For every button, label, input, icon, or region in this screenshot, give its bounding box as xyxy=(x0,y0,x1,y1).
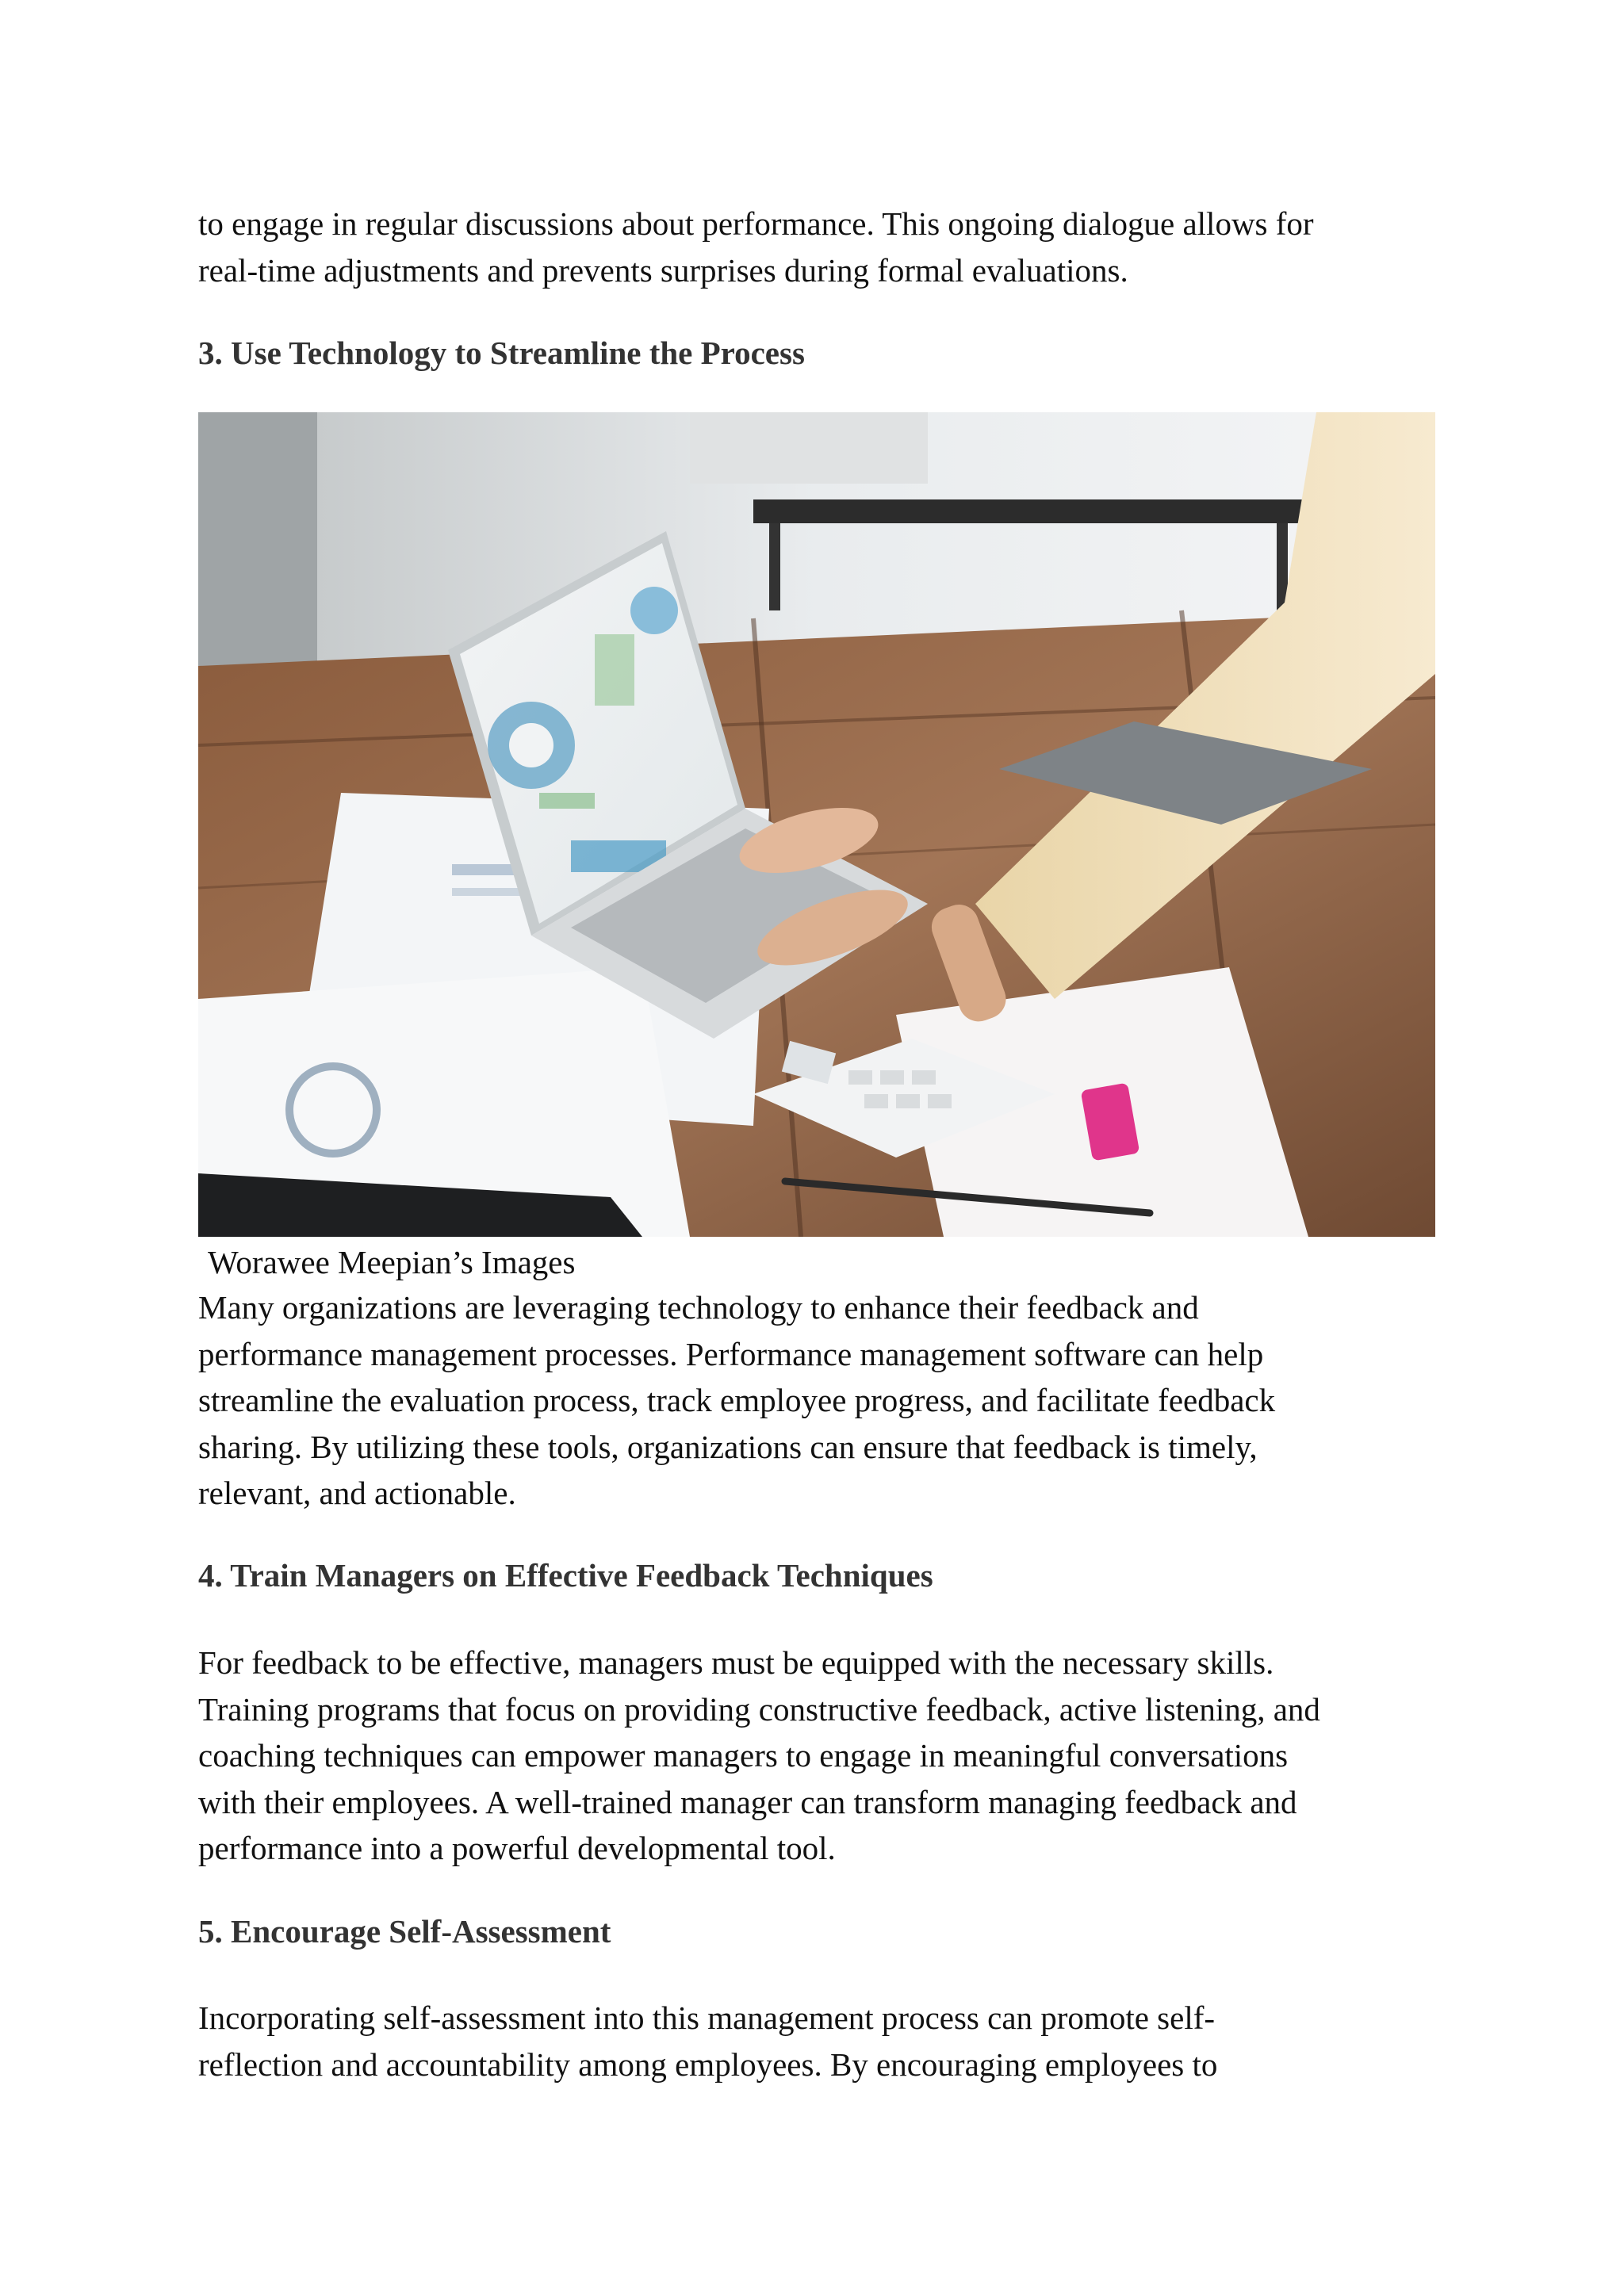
section-4-heading: 4. Train Managers on Effective Feedback Techniques xyxy=(198,1557,933,1594)
section-5-paragraph: Incorporating self-assessment into this management process can promote self- reflection and accountability among employees. By encouraging employees to xyxy=(198,1999,1218,2083)
laptop-dashboard-photo xyxy=(198,412,1435,1237)
section-3-paragraph: Many organizations are leveraging technology to enhance their feedback and performance management processes. Performance management software can help streamline the evaluation process, track employee progress, and facilitate feedback sharing. By utilizing these tools, organizations can ensure that feedback is timely, relevant, and actionable. xyxy=(198,1289,1276,1511)
section-4-paragraph: For feedback to be effective, managers must be equipped with the necessary skills. Training programs that focus on providing constructive feedback, active listening, and coaching techniques can empower managers to engage in meaningful conversations with their employees. A well-trained manager can transform managing feedback and performance into a powerful developmental tool. xyxy=(198,1644,1320,1866)
section-3-heading: 3. Use Technology to Streamline the Process xyxy=(198,335,805,371)
section-5-heading: 5. Encourage Self-Assessment xyxy=(198,1913,611,1950)
image-caption: Worawee Meepian’s Images xyxy=(208,1244,576,1280)
intro-paragraph: to engage in regular discussions about performance. This ongoing dialogue allows for real-time adjustments and prevents surprises during formal evaluations. xyxy=(198,205,1314,289)
